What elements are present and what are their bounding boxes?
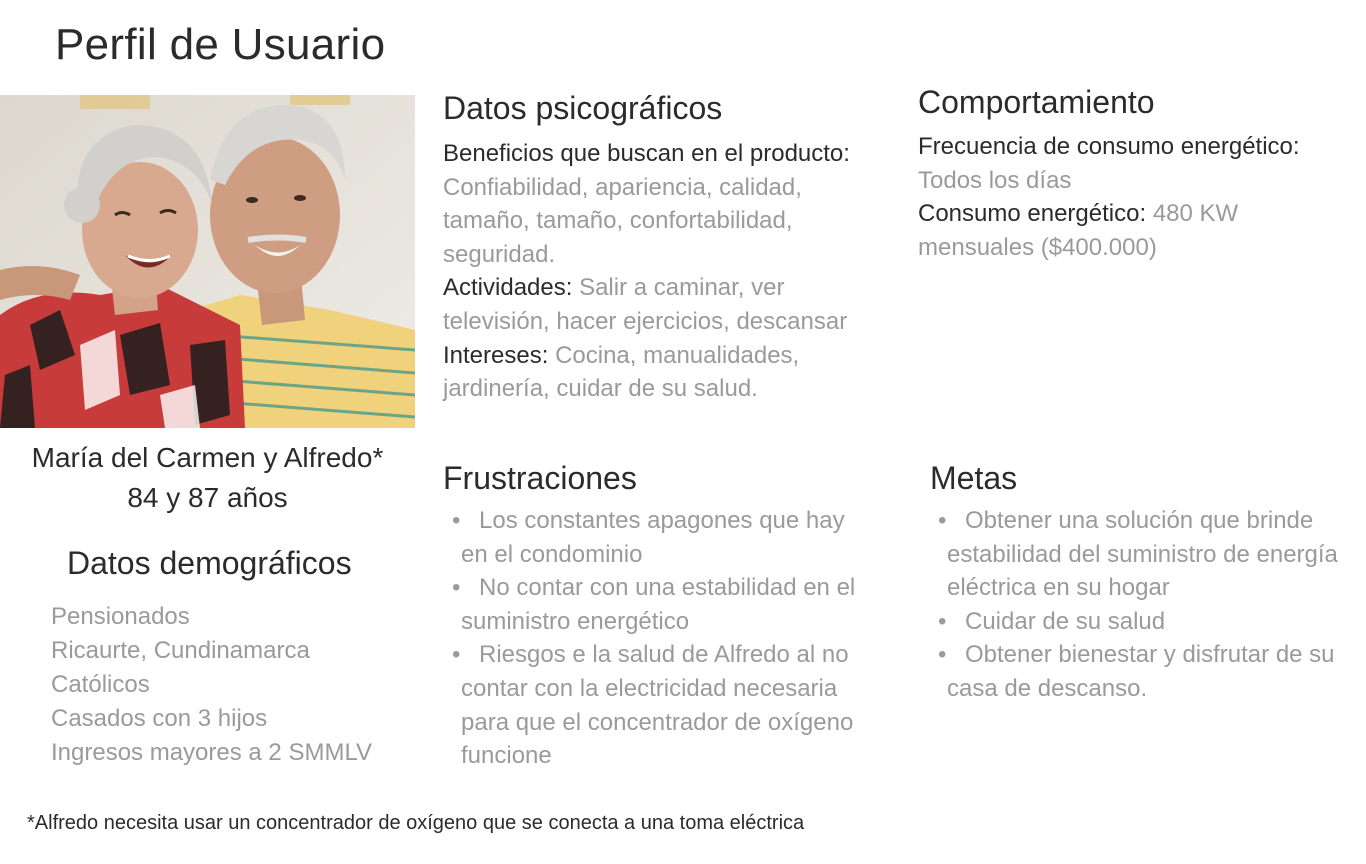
- list-item-text: Cuidar de su salud: [965, 607, 1166, 635]
- interests-value: Cocina, manualidades, jardinería, cuidar de su salud.: [443, 341, 800, 403]
- consumption-value: 480 KW mensuales ($400.000): [918, 200, 1239, 261]
- footnote: *Alfredo necesita usar un concentrador de oxígeno que se conecta a una toma eléctrica: [27, 812, 805, 834]
- behavior-body: [918, 130, 1338, 264]
- list-item: [938, 605, 1338, 639]
- list-item: Pensionados: [51, 603, 190, 630]
- list-item: [452, 571, 872, 638]
- elderly-couple-photo-icon: [0, 95, 415, 428]
- frequency-label: Frecuencia de consumo energético:: [918, 133, 1300, 160]
- page-title: Perfil de Usuario: [55, 20, 386, 69]
- psychographics-body: [443, 137, 873, 406]
- demographics-list: [51, 600, 372, 770]
- list-item: Casados con 3 hijos: [51, 705, 268, 732]
- activities-value: Salir a caminar, ver televisión, hacer ejercicios, descansar: [443, 274, 848, 335]
- bullet-icon: •: [938, 507, 947, 534]
- list-item: [452, 638, 872, 772]
- list-item: Ricaurte, Cundinamarca: [51, 637, 310, 664]
- persona-name: María del Carmen y Alfredo*: [31, 442, 384, 473]
- persona-ages: 84 y 87 años: [127, 482, 288, 513]
- bullet-icon: •: [452, 507, 461, 534]
- list-item: [938, 638, 1338, 705]
- activities-row: [443, 271, 873, 338]
- bullet-icon: •: [452, 641, 461, 669]
- persona-photo: [0, 95, 415, 428]
- interests-label: Intereses:: [443, 341, 549, 369]
- list-item: Católicos: [51, 671, 150, 698]
- bullet-icon: •: [452, 574, 461, 602]
- consumption-label: Consumo energético:: [918, 200, 1147, 228]
- list-item: [452, 504, 872, 571]
- consumption-row: [918, 197, 1338, 264]
- behavior-title: Comportamiento: [918, 84, 1155, 120]
- list-item: Ingresos mayores a 2 SMMLV: [51, 739, 373, 766]
- goals-title: Metas: [930, 460, 1018, 496]
- activities-label: Actividades:: [443, 274, 573, 302]
- frequency-value: Todos los días: [918, 166, 1072, 194]
- list-item-text: Los constantes apagones que hay en el condominio: [461, 507, 845, 568]
- list-item-text: Obtener bienestar y disfrutar de su casa de descanso.: [947, 641, 1335, 702]
- list-item-text: Obtener una solución que brinde estabilidad del suministro de energía eléctrica en su hogar: [947, 507, 1338, 602]
- benefits-label: Beneficios que buscan en el producto:: [443, 140, 850, 167]
- interests-row: [443, 339, 873, 406]
- list-item-text: No contar con una estabilidad en el suministro energético: [461, 574, 856, 635]
- psychographics-title: Datos psicográficos: [443, 90, 723, 126]
- frustrations-title: Frustraciones: [443, 460, 637, 496]
- benefits-value: Confiabilidad, apariencia, calidad, tamaño, tamaño, confortabilidad, seguridad.: [443, 173, 802, 268]
- bullet-icon: •: [938, 641, 947, 669]
- demographics-title: Datos demográficos: [67, 545, 352, 581]
- bullet-icon: •: [938, 607, 947, 635]
- frustrations-list: [452, 504, 872, 773]
- goals-list: [938, 504, 1338, 706]
- list-item-text: Riesgos e la salud de Alfredo al no contar con la electricidad necesaria para que el concentrador de oxígeno funcione: [461, 641, 854, 770]
- persona-names: [0, 438, 415, 518]
- list-item: [938, 504, 1338, 605]
